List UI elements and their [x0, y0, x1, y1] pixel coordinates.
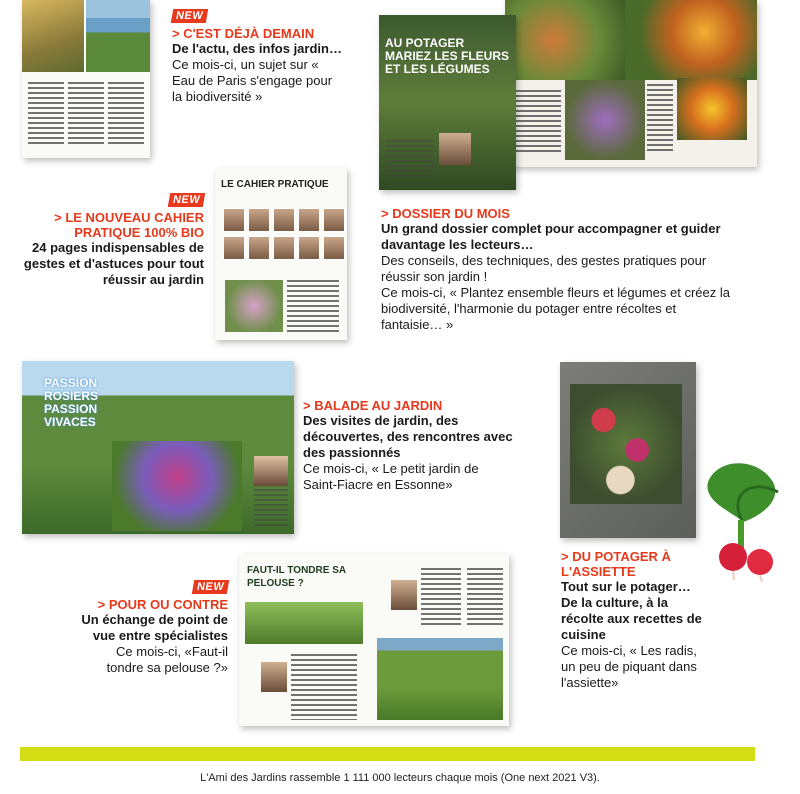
magazine-cover-dossier — [379, 15, 516, 190]
lupins-photo — [112, 441, 242, 531]
magazine-page-potager — [560, 362, 696, 538]
section-lead: Des visites de jardin, des découvertes, des rencontres avec des passionnés — [303, 413, 513, 460]
gardener-photo — [439, 133, 471, 165]
expert2-photo — [391, 580, 417, 610]
section-lead: Tout sur le potager… De la culture, à la récolte aux recettes de cuisine — [561, 579, 702, 642]
section-demain — [172, 6, 372, 105]
section-heading: > DOSSIER DU MOIS — [381, 206, 510, 221]
magazine-spread-pour — [239, 554, 509, 726]
section-lead: 24 pages indispensables de gestes et d'astuces pour tout réussir au jardin — [23, 240, 204, 287]
section-lead: De l'actu, des infos jardin… — [172, 41, 342, 56]
section-heading: > BALADE AU JARDIN — [303, 398, 443, 413]
section-cahier — [20, 190, 204, 288]
section-text: Ce mois-ci, « Les radis, un peu de piquant dans l'assiette» — [561, 643, 697, 690]
section-lead: Un échange de point de vue entre spécialistes — [81, 612, 228, 643]
balade-title: PASSION ROSIERS PASSION VIVACES — [44, 376, 99, 429]
section-heading: > DU POTAGER À L'ASSIETTE — [561, 549, 671, 579]
section-text: Ce mois-ci, un sujet sur « Eau de Paris s'engage pour la biodiversité » — [172, 57, 333, 104]
section-dossier — [381, 206, 731, 333]
new-badge: NEW — [192, 580, 230, 594]
magazine-spread-balade — [22, 361, 294, 534]
section-heading: > POUR OU CONTRE — [97, 597, 228, 612]
section-potager — [561, 549, 709, 691]
section-text: Ce mois-ci, « Le petit jardin de Saint-Fiacre en Essonne» — [303, 461, 479, 492]
section-pour — [80, 577, 228, 676]
section-heading: > LE NOUVEAU CAHIER PRATIQUE 100% BIO — [54, 210, 204, 240]
pour-title: FAUT-IL TONDRE SA PELOUSE ? — [247, 565, 346, 589]
purple-flowers-photo — [565, 80, 645, 160]
expert-photo — [261, 662, 287, 692]
new-badge: NEW — [171, 9, 209, 23]
magazine-page-cahier — [215, 168, 347, 340]
radish-icon — [719, 543, 747, 571]
marigold-photo — [677, 78, 747, 140]
section-text: Ce mois-ci, « Plantez ensemble fleurs et légumes et créez la biodiversité, l'harmonie du potager entre récoltes et fantaisie… » — [381, 285, 730, 332]
cover-title: AU POTAGER MARIEZ LES FLEURS ET LES LÉGUMES — [385, 36, 510, 76]
garden-photo — [505, 0, 625, 80]
field-photo — [22, 0, 84, 72]
section-text: Des conseils, des techniques, des gestes pratiques pour réussir son jardin ! — [381, 253, 707, 284]
footer-note: L'Ami des Jardins rassemble 1 111 000 lecteurs chaque mois (One next 2021 V3). — [200, 772, 600, 784]
radish-photo — [570, 384, 682, 504]
magazine-spread-dossier — [505, 0, 757, 167]
section-heading: > C'EST DÉJÀ DEMAIN — [172, 26, 315, 41]
section-balade — [303, 398, 513, 493]
section-text: Ce mois-ci, «Faut-il tondre sa pelouse ?» — [106, 644, 228, 675]
cahier-title: LE CAHIER PRATIQUE — [221, 179, 329, 190]
flowers-photo — [625, 0, 757, 80]
new-badge: NEW — [168, 193, 206, 207]
portrait-photo — [254, 456, 288, 486]
accent-bar — [20, 747, 755, 761]
lawn-photo — [245, 602, 363, 644]
river-photo — [86, 0, 150, 72]
plant-photo — [225, 280, 283, 332]
magazine-page-actu — [22, 0, 150, 158]
meadow-photo — [377, 638, 503, 720]
section-lead: Un grand dossier complet pour accompagner et guider davantage les lecteurs… — [381, 221, 721, 252]
